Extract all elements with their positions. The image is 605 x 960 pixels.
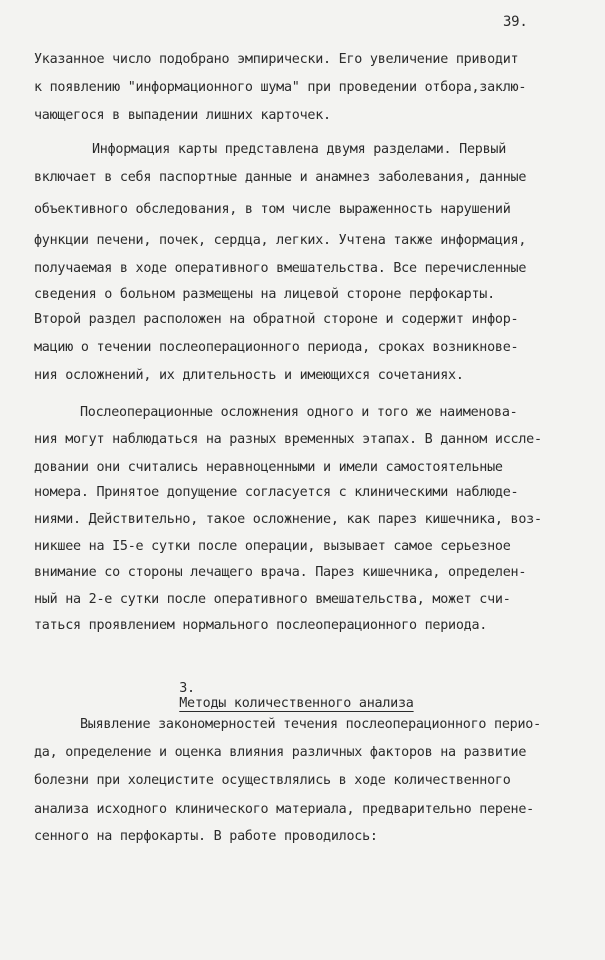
text-line: ния могут наблюдаться на разных временных этапах. В данном иссле- <box>34 432 542 447</box>
text-line: номера. Принятое допущение согласуется с клиническими наблюде- <box>34 485 519 500</box>
section-number: 3. <box>179 681 195 696</box>
text-line: ный на 2-е сутки после оперативного вмешательства, может счи- <box>34 592 511 607</box>
text-line: Выявление закономерностей течения послеоперационного перио- <box>80 717 541 732</box>
text-line: включает в себя паспортные данные и анамнез заболевания, данные <box>34 170 527 185</box>
text-line: мацию о течении послеоперационного периода, сроках возникнове- <box>34 340 519 355</box>
text-line: довании они считались неравноценными и имели самостоятельные <box>34 460 503 475</box>
text-line: объективного обследования, в том числе выраженность нарушений <box>34 202 511 217</box>
text-line: к появлению "информационного шума" при проведении отбора,заклю- <box>34 80 527 95</box>
text-line: функции печени, почек, сердца, легких. Учтена также информация, <box>34 233 527 248</box>
text-line: ния осложнений, их длительность и имеющихся сочетаниях. <box>34 368 464 383</box>
text-line: получаемая в ходе оперативного вмешательства. Все перечисленные <box>34 261 527 276</box>
text-line: Послеоперационные осложнения одного и того же наименова- <box>80 405 518 420</box>
text-line: Второй раздел расположен на обратной стороне и содержит инфор- <box>34 312 519 327</box>
section-title: Методы количественного анализа <box>179 696 414 711</box>
text-line: болезни при холецистите осуществлялись в ходе количественного <box>34 773 511 788</box>
text-line: сведения о больном размещены на лицевой стороне перфокарты. <box>34 287 495 302</box>
text-line: таться проявлением нормального послеоперационного периода. <box>34 618 488 633</box>
text-line: внимание со стороны лечащего врача. Парез кишечника, определен- <box>34 565 527 580</box>
text-line: да, определение и оценка влияния различных факторов на развитие <box>34 745 527 760</box>
text-line: Информация карты представлена двумя разделами. Первый <box>92 142 507 157</box>
text-line: чающегося в выпадении лишних карточек. <box>34 108 331 123</box>
text-line: сенного на перфокарты. В работе проводилось: <box>34 829 378 844</box>
text-line: анализа исходного клинического материала, предварительно перене- <box>34 802 534 817</box>
text-line: ниями. Действительно, такое осложнение, как парез кишечника, воз- <box>34 512 542 527</box>
page-number: 39. <box>503 14 528 30</box>
text-line: Указанное число подобрано эмпирически. Его увеличение приводит <box>34 52 519 67</box>
text-line: никшее на I5-е сутки после операции, вызывает самое серьезное <box>34 539 511 554</box>
